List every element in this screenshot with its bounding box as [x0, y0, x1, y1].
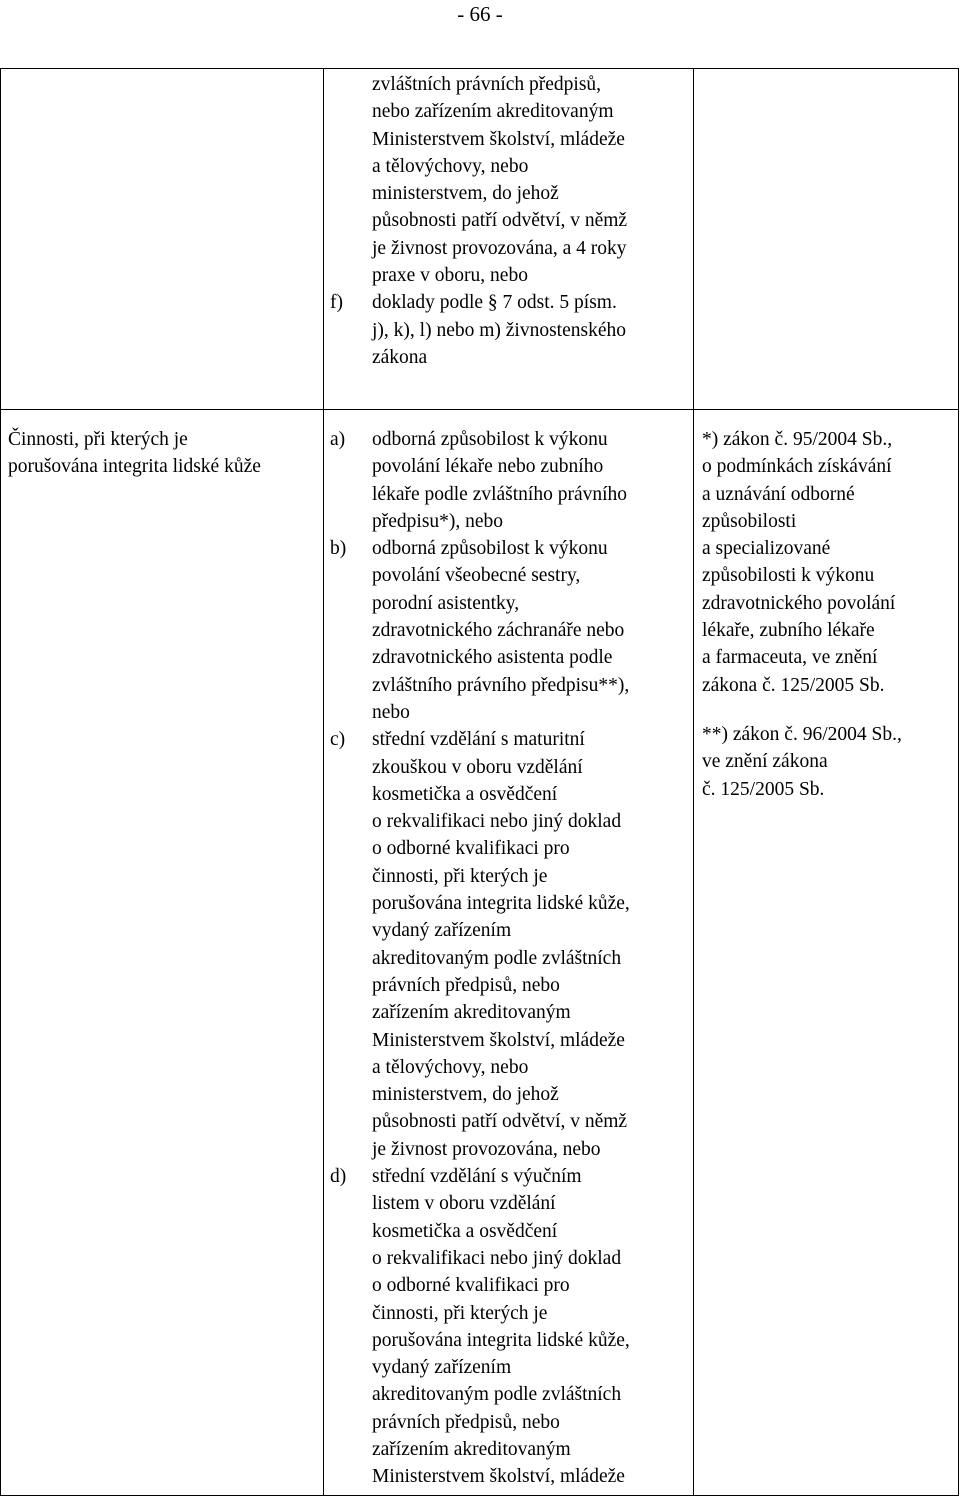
text-line: vydaný zařízením — [372, 920, 512, 942]
list-item — [324, 426, 692, 535]
continuation-text — [324, 71, 692, 289]
footnote — [702, 721, 958, 803]
text-line: porušována integrita lidské kůže, — [372, 1329, 630, 1351]
text-line: zvláštních právních předpisů, — [372, 74, 602, 95]
text-line: o rekvalifikaci nebo jiný doklad — [372, 811, 622, 833]
text-line: odborná způsobilost k výkonu — [372, 429, 608, 450]
text-line: lékaře podle zvláštního právního — [372, 483, 628, 505]
text-line: právních předpisů, nebo — [372, 1411, 560, 1433]
text-line: činnosti, při kterých je — [372, 865, 548, 887]
text-line: povolání všeobecné sestry, — [372, 565, 581, 587]
text-line: zvláštního právního předpisu**), — [372, 674, 630, 696]
list-item — [324, 535, 692, 726]
text-line: činnosti, při kterých je — [372, 1302, 548, 1324]
text-line: akreditovaným podle zvláštních — [372, 1384, 622, 1406]
text-line: je živnost provozována, a 4 roky — [372, 237, 627, 259]
text-line: střední vzdělání s výučním — [372, 1166, 582, 1188]
text-line: zdravotnického asistenta podle — [372, 647, 613, 669]
text-line: praxe v oboru, nebo — [372, 265, 528, 287]
column-divider — [693, 69, 694, 1495]
text-line: o odborné kvalifikaci pro — [372, 1275, 570, 1297]
text-line: předpisu*), nebo — [372, 510, 504, 532]
list-marker: c) — [330, 729, 346, 751]
text-line: Ministerstvem školství, mládeže — [372, 1029, 625, 1051]
qualification-items — [324, 426, 692, 1491]
text-line: porodní asistentky, — [372, 592, 520, 614]
requirements-table — [0, 68, 959, 1496]
text-line: povolání lékaře nebo zubního — [372, 456, 604, 478]
list-item — [324, 289, 692, 371]
text-line: Ministerstvem školství, mládeže — [372, 1466, 625, 1488]
text-line: a specializované — [702, 538, 831, 560]
text-line: ministerstvem, do jehož — [372, 183, 559, 205]
text-line: lékaře, zubního lékaře — [702, 620, 875, 642]
text-line: a uznávání odborné — [702, 483, 855, 505]
continuation-lines — [372, 71, 692, 289]
row-divider — [1, 409, 958, 410]
list-marker: b) — [330, 538, 347, 560]
text-line: a tělovýchovy, nebo — [372, 1056, 529, 1078]
text-line: zařízením akreditovaným — [372, 1002, 571, 1024]
text-line: nebo zařízením akreditovaným — [372, 101, 614, 123]
text-line: zákona č. 125/2005 Sb. — [702, 674, 885, 696]
text-line: působnosti patří odvětví, v němž — [372, 1111, 628, 1133]
text-line: ministerstvem, do jehož — [372, 1084, 559, 1106]
row1-qualifications-cell — [324, 69, 692, 371]
list-marker: a) — [330, 429, 346, 450]
list-item — [324, 726, 692, 1163]
text-line: způsobilosti — [702, 510, 797, 532]
text-line: a farmaceuta, ve znění — [702, 647, 878, 669]
list-marker: f) — [330, 292, 343, 314]
text-line: kosmetička a osvědčení — [372, 1220, 558, 1242]
qualification-items — [324, 289, 692, 371]
activity-cell — [8, 426, 320, 481]
row2-qualifications-cell — [324, 426, 692, 1491]
text-line: č. 125/2005 Sb. — [702, 778, 825, 800]
text-line: j), k), l) nebo m) živnostenského — [372, 319, 626, 341]
text-line: akreditovaným podle zvláštních — [372, 947, 622, 969]
text-line: právních předpisů, nebo — [372, 974, 560, 996]
text-line: o rekvalifikaci nebo jiný doklad — [372, 1247, 622, 1269]
text-line: o podmínkách získávání — [702, 456, 892, 478]
text-line: střední vzdělání s maturitní — [372, 729, 585, 751]
text-line: zákona — [372, 346, 428, 368]
text-line: ve znění zákona — [702, 751, 828, 773]
text-line: je živnost provozována, nebo — [372, 1138, 601, 1160]
text-line: o odborné kvalifikaci pro — [372, 838, 570, 860]
text-line: Ministerstvem školství, mládeže — [372, 128, 625, 150]
text-line: vydaný zařízením — [372, 1357, 512, 1379]
text-line: nebo — [372, 701, 410, 723]
page-number: - 66 - — [457, 2, 503, 26]
text-line: kosmetička a osvědčení — [372, 783, 558, 805]
activity-name — [8, 426, 320, 481]
text-line: listem v oboru vzdělání — [372, 1193, 556, 1215]
text-line: způsobilosti k výkonu — [702, 565, 875, 587]
text-line: působnosti patří odvětví, v němž — [372, 210, 628, 232]
text-line: zařízením akreditovaným — [372, 1438, 571, 1460]
list-item — [324, 1163, 692, 1491]
text-line: Činnosti, při kterých je — [8, 429, 188, 450]
text-line: zdravotnického záchranáře nebo — [372, 620, 625, 642]
footnotes-cell — [702, 426, 958, 803]
text-line: porušována integrita lidské kůže — [8, 456, 261, 478]
text-line: zkouškou v oboru vzdělání — [372, 756, 583, 778]
footnotes — [702, 426, 958, 803]
text-line: odborná způsobilost k výkonu — [372, 538, 608, 560]
text-line: doklady podle § 7 odst. 5 písm. — [372, 292, 617, 314]
text-line: *) zákon č. 95/2004 Sb., — [702, 429, 893, 450]
text-line: a tělovýchovy, nebo — [372, 155, 529, 177]
text-line: **) zákon č. 96/2004 Sb., — [702, 723, 902, 745]
footnote — [702, 426, 958, 699]
list-marker: d) — [330, 1166, 347, 1188]
text-line: porušována integrita lidské kůže, — [372, 893, 630, 915]
text-line: zdravotnického povolání — [702, 592, 896, 614]
